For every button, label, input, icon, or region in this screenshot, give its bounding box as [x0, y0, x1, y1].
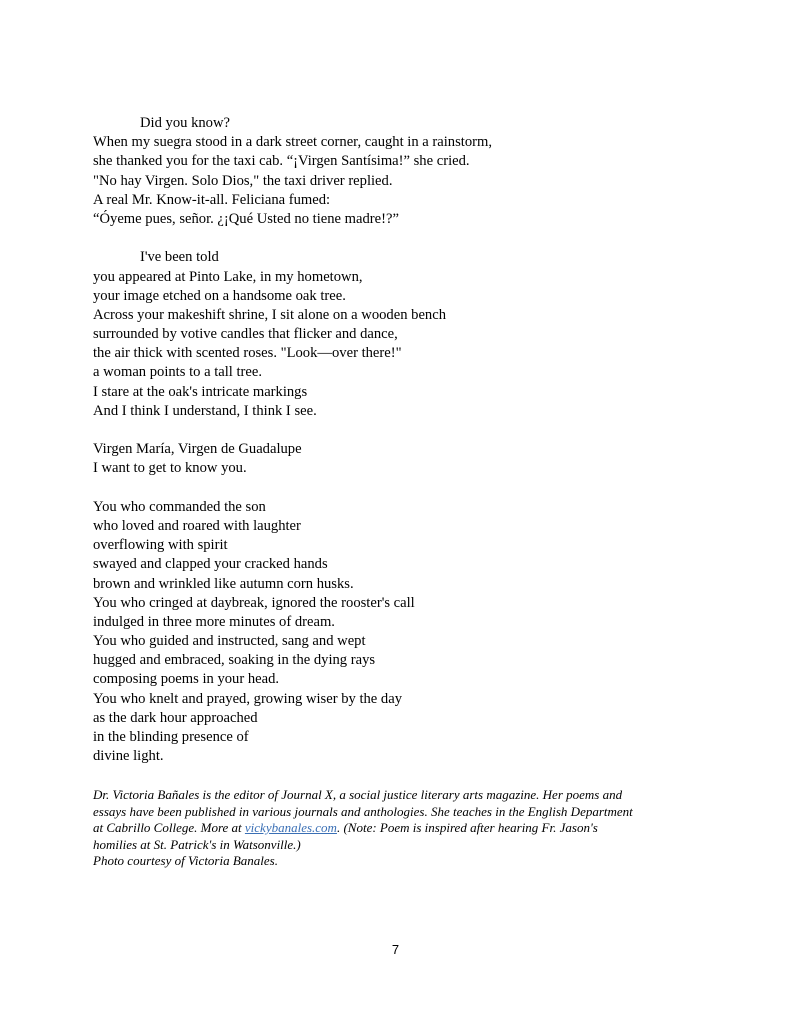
- poem-line: I've been told: [140, 249, 219, 266]
- bio-line: Dr. Victoria Bañales is the editor of Journal X, a social justice literary arts magazine. Her poems and: [93, 787, 623, 802]
- stanza-break: [93, 479, 713, 498]
- poem-line: You who cringed at daybreak, ignored the rooster's call: [93, 594, 415, 611]
- poem-line: a woman points to a tall tree.: [93, 364, 262, 381]
- poem-line: When my suegra stood in a dark street corner, caught in a rainstorm,: [93, 134, 492, 151]
- poem-line: hugged and embraced, soaking in the dying rays: [93, 652, 376, 669]
- poem-line: "No hay Virgen. Solo Dios," the taxi driver replied.: [93, 172, 393, 189]
- poem-line: You who knelt and prayed, growing wiser by the day: [93, 690, 402, 707]
- bio-text: at Cabrillo College. More at: [93, 820, 245, 835]
- poem-line: divine light.: [93, 748, 164, 765]
- poem-line: as the dark hour approached: [93, 709, 258, 726]
- poem-line: Did you know?: [140, 115, 230, 131]
- stanza-3: [93, 440, 713, 478]
- poem-line: You who commanded the son: [93, 498, 266, 515]
- poem-line: in the blinding presence of: [93, 729, 249, 745]
- poem: [93, 114, 713, 766]
- stanza-4: [93, 498, 713, 767]
- bio-line: homilies at St. Patrick's in Watsonville.): [93, 836, 301, 852]
- poem-line: who loved and roared with laughter: [93, 517, 301, 534]
- poem-line: A real Mr. Know-it-all. Feliciana fumed:: [93, 191, 331, 208]
- poem-line: And I think I understand, I think I see.: [93, 402, 317, 419]
- poem-line: You who guided and instructed, sang and wept: [93, 633, 366, 650]
- page-number: 7: [391, 942, 400, 957]
- stanza-break: [93, 229, 713, 248]
- stanza-2: [93, 248, 713, 421]
- poem-line: “Óyeme pues, señor. ¿¡Qué Usted no tiene madre!?”: [93, 210, 399, 227]
- poem-line: Virgen María, Virgen de Guadalupe: [93, 441, 302, 458]
- poem-line: she thanked you for the taxi cab. “¡Virgen Santísima!” she cried.: [93, 153, 470, 170]
- author-bio: [93, 787, 713, 870]
- poem-line: indulged in three more minutes of dream.: [93, 613, 335, 630]
- bio-line: [93, 820, 713, 837]
- bio-text: . (Note: Poem is inspired after hearing Fr. Jason's: [336, 820, 598, 835]
- stanza-1: [93, 114, 713, 229]
- website-link[interactable]: vickybanales.com: [244, 820, 337, 835]
- poem-line: brown and wrinkled like autumn corn husks.: [93, 575, 354, 592]
- poem-line: the air thick with scented roses. "Look—over there!": [93, 345, 402, 362]
- poem-line: I want to get to know you.: [93, 460, 247, 477]
- bio-line: essays have been published in various journals and anthologies. She teaches in the English Department: [93, 803, 633, 819]
- photo-credit: Photo courtesy of Victoria Banales.: [93, 853, 278, 868]
- poem-line: composing poems in your head.: [93, 671, 280, 688]
- stanza-break: [93, 421, 713, 440]
- poem-line: your image etched on a handsome oak tree.: [93, 287, 346, 304]
- poem-line: you appeared at Pinto Lake, in my hometown,: [93, 268, 363, 285]
- poem-line: I stare at the oak's intricate markings: [93, 383, 308, 400]
- poem-line: surrounded by votive candles that flicker and dance,: [93, 326, 398, 343]
- poem-line: Across your makeshift shrine, I sit alone on a wooden bench: [93, 306, 447, 323]
- poem-line: overflowing with spirit: [93, 537, 228, 554]
- poem-line: swayed and clapped your cracked hands: [93, 556, 328, 573]
